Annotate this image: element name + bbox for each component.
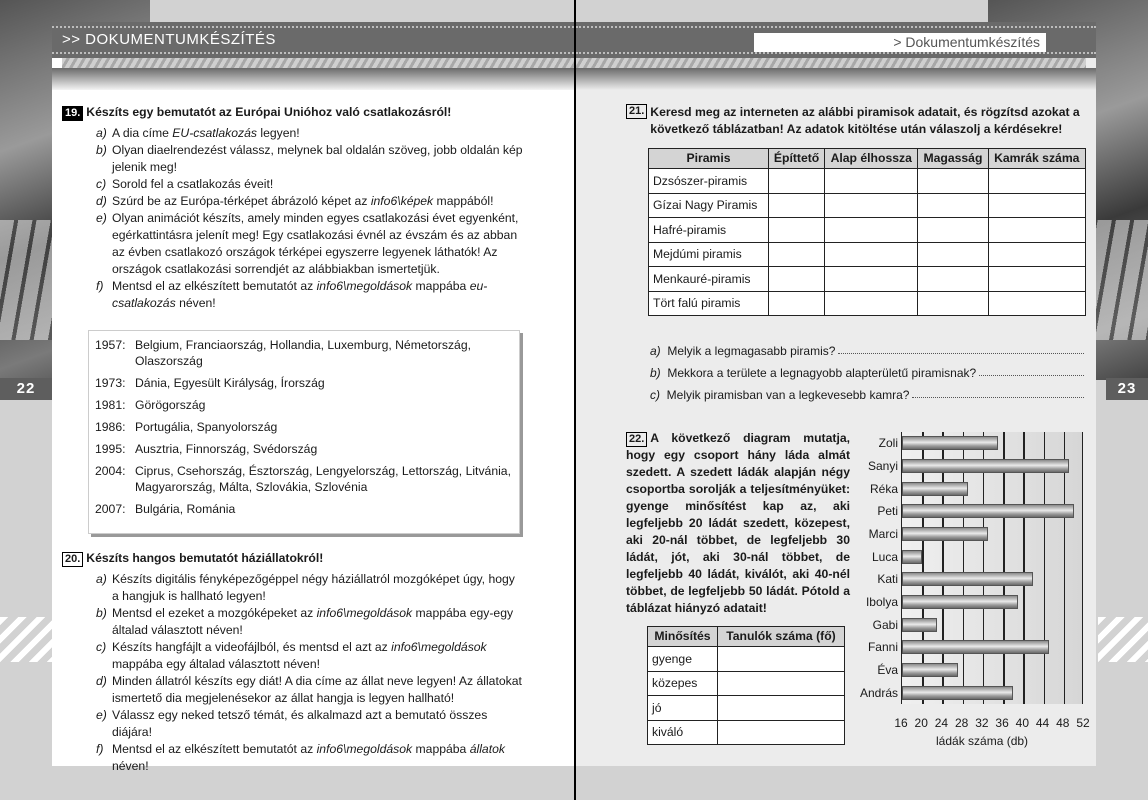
x-tick-label: 36 xyxy=(995,716,1009,730)
empty-cell[interactable] xyxy=(825,193,918,218)
chapter-title: >> DOKUMENTUMKÉSZÍTÉS xyxy=(62,31,276,48)
list-item: b) Olyan diaelrendezést válassz, melynek bal oldalán szöveg, jobb oldalán kép jelenik meg! xyxy=(96,143,523,174)
pyramid-name: Dzsószer-piramis xyxy=(649,169,769,194)
table-row xyxy=(648,647,845,672)
task-title: Keresd meg az interneten az alábbi piramisok adatait, és rögzítsd azokat a következő táblázatban! Az adatok kitöltése után válaszolj a kérdésekre! xyxy=(650,105,1080,136)
accession-countries: Bulgária, Románia xyxy=(135,502,236,516)
x-axis-label: ládák száma (db) xyxy=(936,734,1029,748)
list-item: e) Válassz egy neked tetsző témát, és alkalmazd azt a bemutató összes diájára! xyxy=(96,708,488,739)
bar-Gabi xyxy=(902,618,937,632)
accession-year: 1981: xyxy=(95,398,126,412)
category-label: Ibolya xyxy=(865,595,898,609)
empty-cell[interactable] xyxy=(918,169,988,194)
table-row xyxy=(649,169,1086,194)
task-22 xyxy=(626,430,850,617)
column-header: Építtető xyxy=(769,149,825,169)
category-label: Luca xyxy=(871,549,898,564)
task-number: 21. xyxy=(626,104,647,119)
question-text: Melyik a legmagasabb piramis? xyxy=(660,344,836,358)
bar-András xyxy=(902,686,1013,700)
bar-Marci xyxy=(902,527,988,541)
bar-Peti xyxy=(902,504,1074,518)
bar-Réka xyxy=(902,482,968,496)
task-title: Készíts hangos bemutatót háziállatokról! xyxy=(86,551,324,565)
item-letter: d) xyxy=(96,674,107,688)
table-row xyxy=(648,696,845,721)
item-letter: c) xyxy=(96,640,107,654)
pyramid-name: Hafré-piramis xyxy=(649,218,769,243)
table-header-row xyxy=(649,149,1086,169)
path-text: info6\megoldások xyxy=(316,606,413,620)
x-tick-label: 16 xyxy=(894,716,908,730)
left-page xyxy=(52,22,574,773)
list-item: b) Mentsd el ezeket a mozgóképeket az info6\megoldások mappába egy-egy általad választott néven! xyxy=(96,606,514,637)
empty-cell[interactable] xyxy=(918,291,988,316)
x-tick-label: 28 xyxy=(954,716,969,730)
pyramid-name: Gízai Nagy Piramis xyxy=(649,193,769,218)
x-tick-label: 48 xyxy=(1056,716,1070,730)
empty-cell[interactable] xyxy=(988,267,1085,292)
category-label: Gabi xyxy=(872,617,898,632)
category-label: András xyxy=(859,685,898,700)
rating-name: gyenge xyxy=(648,647,718,672)
category-label: Marci xyxy=(868,527,898,541)
left-stripe-decor xyxy=(0,617,52,662)
column-header: Magasság xyxy=(918,149,988,169)
accession-row xyxy=(95,441,511,457)
list-item: c) Sorold fel a csatlakozás éveit! xyxy=(96,177,274,191)
list-item: d) Szúrd be az Európa-térképet ábrázoló képet az info6\képek mappából! xyxy=(96,194,494,208)
path-text: info6\megoldások xyxy=(316,279,413,293)
rating-table xyxy=(647,626,845,745)
item-letter: e) xyxy=(96,708,107,722)
task-text: A következő diagram mutatja, hogy egy csoport hány láda almát szedett. A szedett ládák alapján négy csoportba sorolják a teljesítményüket: gyenge minősítést kap az, aki legfeljebb 20 ládát szedett, közepest, aki 20-nál többet, de legfeljebb 30 ládát, jót, aki 30-nál többet, de legfeljebb 40 ládát, kiválót, aki 40-nél többet, de legfeljebb 50 ládát. Pótold a táblázat hiányzó adatait! xyxy=(626,431,850,615)
accession-year: 2004: xyxy=(95,464,126,478)
right-stripe-decor xyxy=(1098,617,1148,662)
column-header: Kamrák száma xyxy=(988,149,1085,169)
accession-countries: Dánia, Egyesült Királyság, Írország xyxy=(135,376,325,390)
category-label: Peti xyxy=(877,504,898,519)
bar-Kati xyxy=(902,572,1033,586)
path-text: EU-csatlakozás xyxy=(172,126,257,140)
question-letter: b) xyxy=(650,366,661,380)
item-letter: a) xyxy=(96,126,107,140)
table-row xyxy=(649,291,1086,316)
category-label: Sanyi xyxy=(867,459,898,473)
task-21-questions xyxy=(650,344,1086,410)
empty-cell[interactable] xyxy=(717,671,844,696)
x-tick-label: 32 xyxy=(975,716,989,730)
chapter-tab: > Dokumentumkészítés xyxy=(754,33,1046,52)
task-19 xyxy=(62,104,524,312)
task-title: Készíts egy bemutatót az Európai Unióhoz való csatlakozásról! xyxy=(86,105,452,119)
empty-cell[interactable] xyxy=(988,218,1085,243)
x-tick-label: 44 xyxy=(1035,716,1050,730)
empty-cell[interactable] xyxy=(988,193,1085,218)
empty-cell[interactable] xyxy=(769,242,825,267)
bar-Fanni xyxy=(902,640,1049,654)
empty-cell[interactable] xyxy=(769,169,825,194)
accession-year: 1986: xyxy=(95,420,126,434)
table-header-row xyxy=(648,627,845,647)
question-letter: a) xyxy=(650,344,661,358)
accession-year: 1995: xyxy=(95,442,126,456)
accession-countries: Ciprus, Csehország, Észtország, Lengyelország, Lettország, Litvánia, Magyarország, Málta, Szlovákia, Szlovénia xyxy=(135,464,511,494)
list-item: a) A dia címe EU-csatlakozás legyen! xyxy=(96,126,300,140)
empty-cell[interactable] xyxy=(769,267,825,292)
empty-cell[interactable] xyxy=(717,720,844,745)
accession-year: 1957: xyxy=(95,338,126,352)
bar-Zoli xyxy=(902,436,998,450)
accession-row xyxy=(95,397,511,413)
item-letter: d) xyxy=(96,194,107,208)
empty-cell[interactable] xyxy=(717,696,844,721)
empty-cell[interactable] xyxy=(918,267,988,292)
list-item: c) Készíts hangfájlt a videofájlból, és mentsd el azt az info6\megoldások mappába egy általad választott néven! xyxy=(96,640,487,671)
accession-countries: Belgium, Franciaország, Hollandia, Luxemburg, Németország, Olaszország xyxy=(135,338,471,368)
bar-Éva xyxy=(902,663,958,677)
empty-cell[interactable] xyxy=(825,242,918,267)
item-letter: a) xyxy=(96,572,107,586)
task-number: 22. xyxy=(626,432,647,447)
empty-cell[interactable] xyxy=(918,242,988,267)
x-tick-label: 52 xyxy=(1076,716,1090,730)
category-label: Zoli xyxy=(878,436,898,451)
accession-countries: Görögország xyxy=(135,398,206,412)
answer-line[interactable] xyxy=(979,366,1084,376)
accession-row xyxy=(95,375,511,391)
list-item: f) Mentsd el az elkészített bemutatót az info6\megoldások mappába eu-csatlakozás néven! xyxy=(96,279,488,310)
table-row xyxy=(648,671,845,696)
empty-cell[interactable] xyxy=(825,267,918,292)
filename-text: állatok xyxy=(469,742,505,756)
list-item: a) Készíts digitális fényképezőgéppel négy háziállatról mozgóképet úgy, hogy a hangjuk is hallható legyen! xyxy=(96,572,515,603)
empty-cell[interactable] xyxy=(769,193,825,218)
accession-countries: Ausztria, Finnország, Svédország xyxy=(135,442,318,456)
empty-cell[interactable] xyxy=(988,242,1085,267)
table-row xyxy=(649,193,1086,218)
table-row xyxy=(649,242,1086,267)
question-row xyxy=(650,388,1086,402)
pyramid-name: Mejdúmi piramis xyxy=(649,242,769,267)
page-number-right: 23 xyxy=(1106,378,1148,400)
empty-cell[interactable] xyxy=(918,193,988,218)
pyramid-name: Tört falú piramis xyxy=(649,291,769,316)
accession-countries: Portugália, Spanyolország xyxy=(135,420,278,434)
question-text: Mekkora a területe a legnagyobb alapterületű piramisnak? xyxy=(660,366,977,380)
answer-line[interactable] xyxy=(912,388,1084,398)
path-text: info6\képek xyxy=(370,194,434,208)
list-item: e) Olyan animációt készíts, amely minden egyes csatlakozási évet egyenként, egérkattintásra jelenít meg! Egy csatlakozási évnél az évszám és az abban az évben csatlakozó országok térképei egyszerre legyenek láthatók! Az országok csatlakozási sorrendjét az alábbiakban ismertetjük. xyxy=(96,211,519,276)
x-tick-label: 40 xyxy=(1015,716,1029,730)
accession-row xyxy=(95,419,511,435)
accession-row xyxy=(95,501,511,517)
task-number: 20. xyxy=(62,552,83,567)
empty-cell[interactable] xyxy=(769,291,825,316)
item-letter: b) xyxy=(96,143,107,157)
empty-cell[interactable] xyxy=(825,218,918,243)
pyramid-table xyxy=(648,148,1086,316)
item-letter: f) xyxy=(96,742,104,756)
list-item: f) Mentsd el az elkészített bemutatót az info6\megoldások mappába állatok néven! xyxy=(96,742,505,773)
bar-Luca xyxy=(902,550,922,564)
category-label: Kati xyxy=(877,572,898,587)
path-text: info6\megoldások xyxy=(391,640,487,654)
x-tick-label: 20 xyxy=(914,716,928,730)
item-letter: e) xyxy=(96,211,107,225)
column-header: Minősítés xyxy=(648,627,718,647)
rating-name: jó xyxy=(648,696,718,721)
question-letter: c) xyxy=(650,388,660,402)
pyramid-name: Menkauré-piramis xyxy=(649,267,769,292)
answer-line[interactable] xyxy=(838,344,1084,354)
accession-year: 2007: xyxy=(95,502,126,516)
item-letter: b) xyxy=(96,606,107,620)
x-tick-label: 24 xyxy=(934,716,949,730)
empty-cell[interactable] xyxy=(918,218,988,243)
task-number: 19. xyxy=(62,106,83,121)
bar-Sanyi xyxy=(902,459,1069,473)
empty-cell[interactable] xyxy=(825,291,918,316)
item-letter: c) xyxy=(96,177,107,191)
question-text: Melyik piramisban van a legkevesebb kamra? xyxy=(660,388,910,402)
task-20 xyxy=(62,550,524,775)
column-header: Piramis xyxy=(649,149,769,169)
task-21 xyxy=(626,104,1088,138)
category-label: Éva xyxy=(877,663,898,677)
table-row xyxy=(648,720,845,745)
rating-name: közepes xyxy=(648,671,718,696)
accession-list-box xyxy=(88,330,520,534)
right-page xyxy=(576,22,1096,766)
page-number-left: 22 xyxy=(0,378,52,400)
accession-row xyxy=(95,337,511,369)
path-text: info6\megoldások xyxy=(316,742,413,756)
empty-cell[interactable] xyxy=(769,218,825,243)
column-header: Alap élhossza xyxy=(825,149,918,169)
list-item: d) Minden állatról készíts egy diát! A dia címe az állat neve legyen! Az állatokat ismertető dia megjelenésekor az állat hangja is legyen hallható! xyxy=(96,674,522,705)
category-label: Fanni xyxy=(867,640,898,655)
category-label: Réka xyxy=(869,481,898,496)
empty-cell[interactable] xyxy=(988,291,1085,316)
right-header xyxy=(576,22,1096,58)
filename-text: eu-csatlakozás xyxy=(112,279,488,310)
bar-Ibolya xyxy=(902,595,1018,609)
question-row xyxy=(650,344,1086,358)
question-row xyxy=(650,366,1086,380)
table-row xyxy=(649,218,1086,243)
item-letter: f) xyxy=(96,279,104,293)
empty-cell[interactable] xyxy=(825,169,918,194)
left-header xyxy=(52,22,574,58)
accession-row xyxy=(95,463,511,495)
column-header: Tanulók száma (fő) xyxy=(717,627,844,647)
table-row xyxy=(649,267,1086,292)
accession-year: 1973: xyxy=(95,376,126,390)
rating-name: kiváló xyxy=(648,720,718,745)
apple-crates-bar-chart xyxy=(846,426,1091,746)
empty-cell[interactable] xyxy=(717,647,844,672)
empty-cell[interactable] xyxy=(988,169,1085,194)
